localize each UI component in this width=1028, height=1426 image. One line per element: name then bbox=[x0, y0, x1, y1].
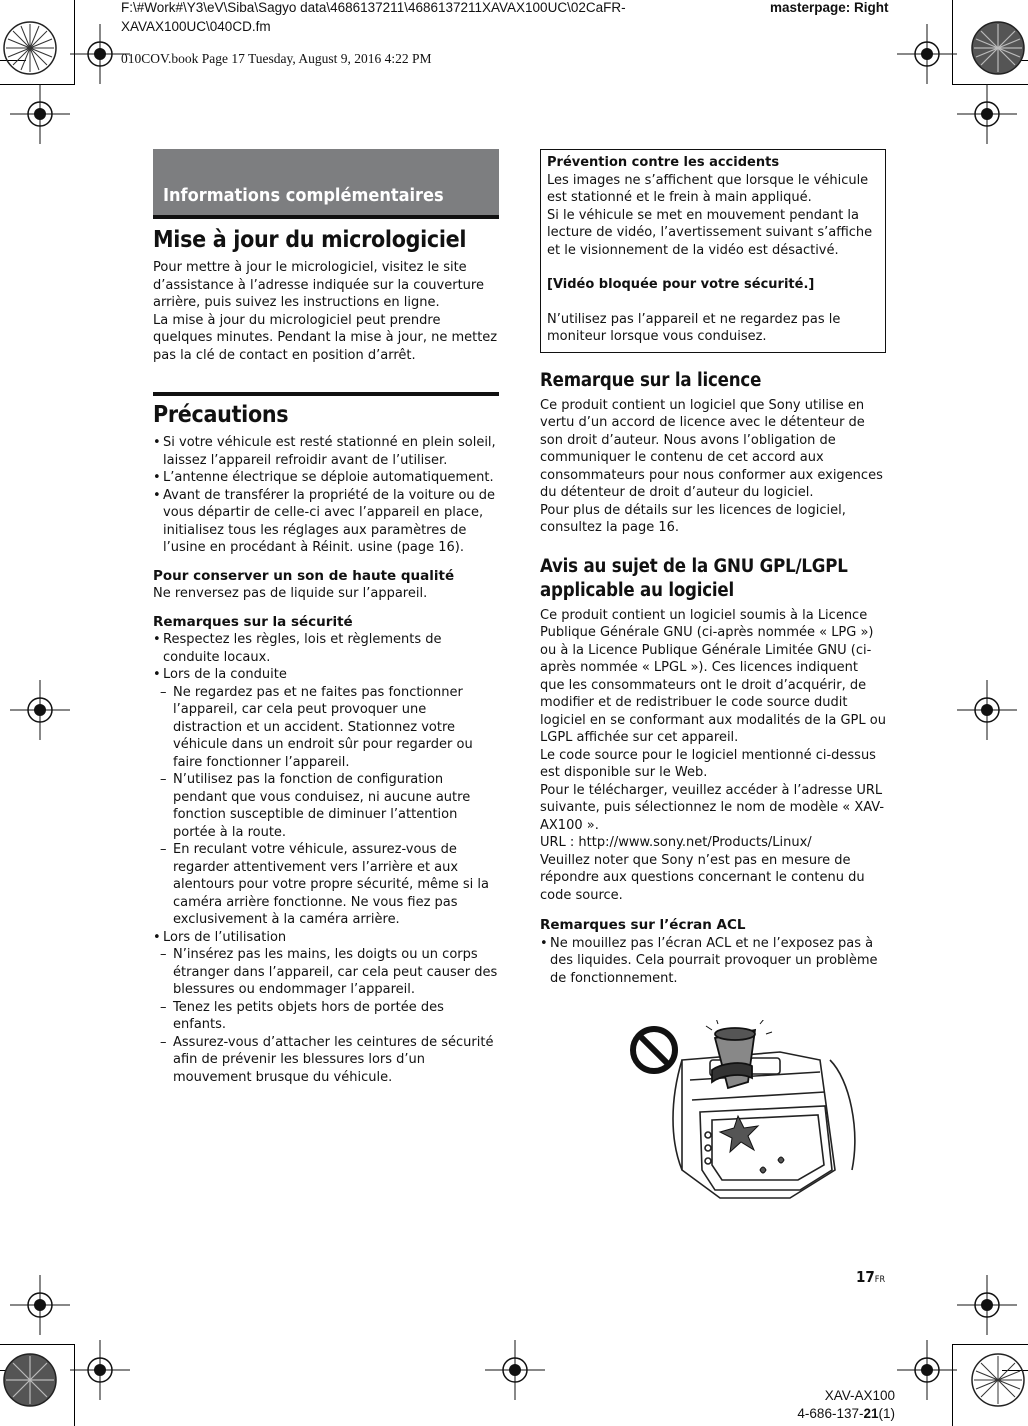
lcd-heading: Remarques sur l’écran ACL bbox=[540, 917, 746, 933]
crosshair-icon bbox=[10, 680, 70, 740]
left-column bbox=[153, 149, 499, 1086]
firmware-paragraph-2: La mise à jour du micrologiciel peut prendre quelques minutes. Pendant la mise à jour, ne mettez pas la clé de contact en position d’arrêt. bbox=[153, 312, 498, 363]
usage-sublist bbox=[153, 946, 499, 1086]
list-item bbox=[153, 666, 499, 929]
registration-target-icon bbox=[968, 18, 1028, 78]
page-number-value: 17 bbox=[856, 1268, 875, 1286]
licence-paragraph-1: Ce produit contient un logiciel que Sony utilise en vertu d’un accord de licence avec le détenteur de son droit d’auteur. Nous avons l’obligation de communiquer le contenu de cet accord aux consommateurs pour nous conformer aux exigences du détenteur de droit d’auteur du logiciel. bbox=[540, 397, 883, 500]
video-blocked-warning: [Vidéo bloquée pour votre sécurité.] bbox=[547, 277, 815, 292]
page-language-suffix: FR bbox=[874, 1275, 886, 1285]
list-item: – En reculant votre véhicule, assurez-vous de regarder attentivement vers l’arrière et aux alentours pour votre propre sécurité, même si la caméra arrière fonctionne. Ne vous fiez pas exclusivement à la caméra arrière. bbox=[153, 841, 499, 929]
accident-prevention-box bbox=[540, 149, 886, 353]
box-paragraph-1: Les images ne s’affichent que lorsque le véhicule est stationné et le frein à main appliqué. bbox=[547, 172, 869, 205]
section-banner bbox=[153, 149, 499, 219]
firmware-heading: Mise à jour du micrologiciel bbox=[153, 227, 467, 253]
crosshair-icon bbox=[10, 84, 70, 144]
gpl-heading-line-2: applicable au logiciel bbox=[540, 579, 735, 601]
right-column bbox=[540, 149, 886, 987]
precautions-list bbox=[153, 434, 499, 557]
lcd-list bbox=[540, 935, 886, 988]
crosshair-icon bbox=[897, 24, 957, 84]
part-number bbox=[760, 1405, 895, 1422]
crosshair-icon bbox=[10, 1275, 70, 1335]
list-item: • Avant de transférer la propriété de la voiture ou de vous départir de celle-ci avec l’appareil en place, initialisez tous les réglages aux paramètres de l’usine en procédant à Réinit. usine (page 16). bbox=[153, 487, 499, 557]
box-paragraph-2: Si le véhicule se met en mouvement pendant la lecture de vidéo, l’avertissement suivant s’affiche et le visionnement de la vidéo est désactivé. bbox=[547, 207, 873, 258]
list-item: – Tenez les petits objets hors de portée des enfants. bbox=[153, 999, 499, 1034]
part-number-suffix: (1) bbox=[878, 1406, 895, 1421]
gpl-paragraph-1: Ce produit contient un logiciel soumis à la Licence Publique Générale GNU (ci-après nommée « LPG ») ou à la Licence Publique Générale Limitée GNU (ci-après nommée « LPGL »). Ces licences indiquent que les consommateurs ont le droit d’acquérir, de modifier et de redistribuer le code source dudit logiciel en se conformant aux modalités de la GPL ou LGPL affichée sur cet appareil. bbox=[540, 607, 886, 745]
list-item: • Si votre véhicule est resté stationné en plein soleil, laissez l’appareil refroidir avant de l’utiliser. bbox=[153, 434, 499, 469]
list-item: – Ne regardez pas et ne faites pas fonctionner l’appareil, car cela peut provoquer une distraction et un accident. Stationnez votre véhicule dans un endroit sûr pour regarder ou faire fonctionner l’appareil. bbox=[153, 684, 499, 772]
driving-sublist bbox=[153, 684, 499, 929]
accident-prevention-title: Prévention contre les accidents bbox=[547, 155, 780, 170]
safety-heading: Remarques sur la sécurité bbox=[153, 613, 353, 630]
book-info: 010COV.book Page 17 Tuesday, August 9, 2016 4:22 PM bbox=[121, 51, 432, 66]
list-item: • L’antenne électrique se déploie automatiquement. bbox=[153, 469, 499, 487]
crosshair-icon bbox=[485, 1340, 545, 1400]
box-paragraph-3: N’utilisez pas l’appareil et ne regardez pas le moniteur lorsque vous conduisez. bbox=[547, 311, 841, 344]
section-divider bbox=[153, 392, 499, 396]
crosshair-icon bbox=[897, 1340, 957, 1400]
crosshair-icon bbox=[70, 1340, 130, 1400]
page-number bbox=[856, 1268, 885, 1286]
part-number-prefix: 4-686-137- bbox=[797, 1406, 864, 1421]
file-path-header bbox=[121, 0, 701, 36]
file-path-line-1: F:\#Work#\Y3\eV\Siba\Sagyo data\4686137211\4686137211XAVAX100UC\02CaFR- bbox=[121, 0, 626, 15]
prohibited-icon bbox=[633, 1029, 675, 1071]
safety-list bbox=[153, 631, 499, 1086]
registration-target-icon bbox=[968, 1350, 1028, 1410]
sound-quality-text: Ne renversez pas de liquide sur l’appareil. bbox=[153, 586, 428, 601]
gpl-heading bbox=[540, 555, 886, 603]
precautions-heading: Précautions bbox=[153, 402, 289, 428]
sound-quality-heading: Pour conserver un son de haute qualité bbox=[153, 567, 455, 584]
list-item: • Respectez les règles, lois et règlements de conduite locaux. bbox=[153, 631, 499, 666]
gpl-paragraph-2: Le code source pour le logiciel mentionné ci-dessus est disponible sur le Web. bbox=[540, 747, 876, 780]
gpl-url: URL : http://www.sony.net/Products/Linux/ bbox=[540, 835, 812, 850]
list-item: – N’utilisez pas la fonction de configuration pendant que vous conduisez, ni aucune autre fonction susceptible de diminuer l’attention portée à la route. bbox=[153, 771, 499, 841]
masterpage-label: masterpage: Right bbox=[770, 0, 889, 15]
part-number-bold: 21 bbox=[863, 1406, 879, 1421]
driving-label: Lors de la conduite bbox=[163, 667, 287, 682]
list-item: – Assurez-vous d’attacher les ceintures de sécurité afin de prévenir les blessures lors d’un mouvement brusque du véhicule. bbox=[153, 1034, 499, 1087]
list-item: – N’insérez pas les mains, les doigts ou un corps étranger dans l’appareil, car cela peut causer des blessures ou endommager l’appareil. bbox=[153, 946, 499, 999]
file-path-line-2: XAVAX100UC\040CD.fm bbox=[121, 19, 271, 34]
gpl-paragraph-3: Pour le télécharger, veuillez accéder à l’adresse URL suivante, puis sélectionnez le nom de modèle « XAV-AX100 ». bbox=[540, 782, 885, 833]
gpl-heading-line-1: Avis au sujet de la GNU GPL/LGPL bbox=[540, 555, 848, 577]
cup-icon bbox=[712, 1028, 755, 1088]
licence-paragraph-2: Pour plus de détails sur les licences de logiciel, consultez la page 16. bbox=[540, 502, 846, 535]
car-stereo-icon bbox=[673, 1052, 855, 1198]
crosshair-icon bbox=[70, 24, 130, 84]
list-item: • Ne mouillez pas l’écran ACL et ne l’exposez pas à des liquides. Cela pourrait provoquer un problème de fonctionnement. bbox=[540, 935, 886, 988]
model-name: XAV-AX100 bbox=[824, 1388, 895, 1403]
registration-target-icon bbox=[0, 1350, 60, 1410]
list-item bbox=[153, 929, 499, 1087]
licence-heading: Remarque sur la licence bbox=[540, 369, 762, 391]
registration-target-icon bbox=[0, 18, 60, 78]
firmware-paragraph-1: Pour mettre à jour le micrologiciel, visitez le site d’assistance à l’adresse indiquée sur la couverture arrière, puis suivez les instructions en ligne. bbox=[153, 260, 484, 310]
no-liquid-illustration bbox=[620, 1020, 890, 1200]
crosshair-icon bbox=[957, 680, 1017, 740]
gpl-paragraph-5: Veuillez noter que Sony n’est pas en mesure de répondre aux questions concernant le contenu du code source. bbox=[540, 852, 865, 903]
crosshair-icon bbox=[957, 84, 1017, 144]
usage-label: Lors de l’utilisation bbox=[163, 929, 287, 945]
section-banner-title: Informations complémentaires bbox=[163, 184, 444, 206]
crosshair-icon bbox=[957, 1275, 1017, 1335]
